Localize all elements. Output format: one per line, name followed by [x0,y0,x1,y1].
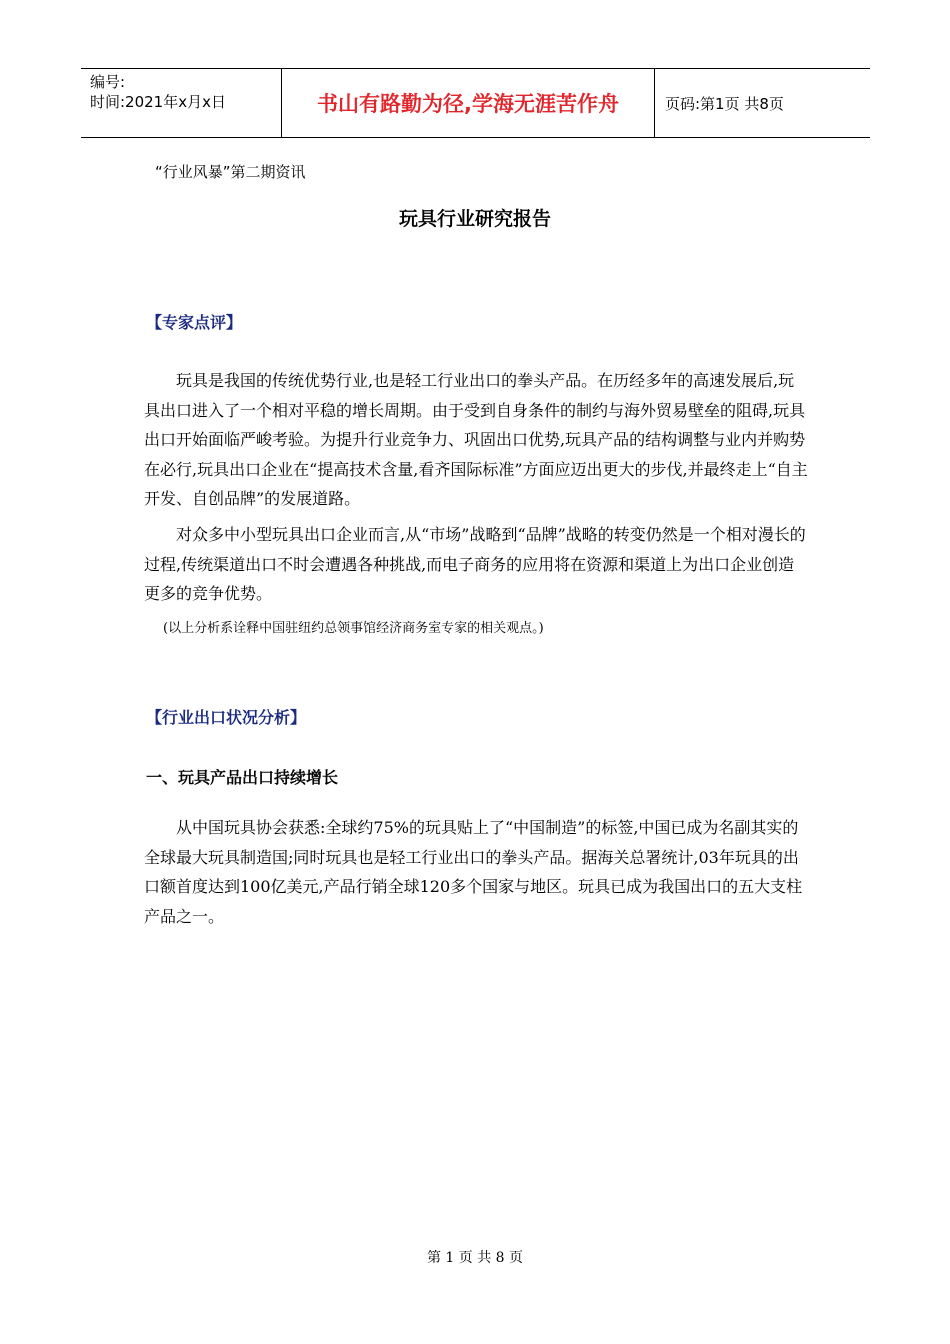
page-title: 玩具行业研究报告 [398,208,551,230]
header-table [81,68,870,138]
header-meta-cell [81,69,282,137]
paragraph: 从中国玩具协会获悉:全球约75%的玩具贴上了“中国制造”的标签,中国已成为名副其实的全球最大玩具制造国;同时玩具也是轻工行业出口的拳头产品。据海关总署统计,03年玩具的出口额首度达到100亿美元,产品行销全球120多个国家与地区。玩具已成为我国出口的五大支柱产品之一。 [144,818,803,926]
paragraph: 玩具是我国的传统优势行业,也是轻工行业出口的拳头产品。在历经多年的高速发展后,玩具出口进入了一个相对平稳的增长周期。由于受到自身条件的制约与海外贸易壁垒的阻碍,玩具出口开始面临严峻考验。为提升行业竞争力、巩固出口优势,玩具产品的结构调整与业内并购势在必行,玩具出口企业在“提高技术含量,看齐国际标准”方面应迈出更大的步伐,并最终走上“自主开发、自创品牌”的发展道路。 [144,371,808,508]
section-heading-expert-review: 【专家点评】 [146,313,243,332]
number-label: 编号: [90,73,126,91]
section-heading-export-analysis: 【行业出口状况分析】 [146,708,307,727]
paragraph: 对众多中小型玩具出口企业而言,从“市场”战略到“品牌”战略的转变仍然是一个相对漫长的过程,传统渠道出口不时会遭遇各种挑战,而电子商务的应用将在资源和渠道上为出口企业创造更多的竞争优势。 [144,525,806,603]
time-label: 时间:2021年x月x日 [90,93,226,111]
subheading: 一、玩具产品出口持续增长 [146,768,339,787]
issue-label: “行业风暴”第二期资讯 [155,163,306,181]
page-info: 页码:第1页 共8页 [665,94,784,113]
page-footer: 第 1 页 共 8 页 [426,1250,524,1266]
source-note: (以上分析系诠释中国驻纽约总领事馆经济商务室专家的相关观点。) [163,621,544,636]
motto: 书山有路勤为径,学海无涯苦作舟 [282,69,655,137]
